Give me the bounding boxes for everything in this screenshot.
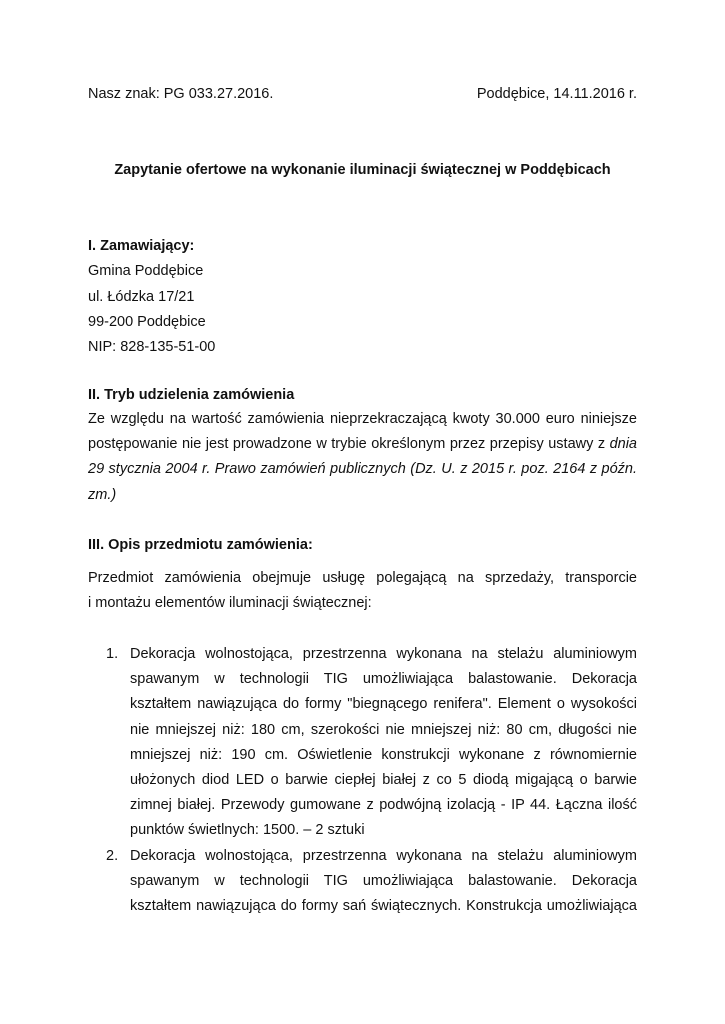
section-1-heading: I. Zamawiający: (88, 238, 195, 254)
address-line: Gmina Poddębice (88, 263, 204, 279)
list-item-line: punktów świetlnych: 1500. – 2 sztuki (130, 822, 365, 838)
reference-number: Nasz znak: PG 033.27.2016. (88, 86, 274, 102)
address-line: 99-200 Poddębice (88, 314, 206, 330)
paragraph-line: i montażu elementów iluminacji świątecznej: (88, 595, 372, 611)
list-item-line: kształtem nawiązująca do formy sań świątecznych. Konstrukcja umożliwiająca (130, 898, 637, 914)
list-item-number: 2. (106, 848, 119, 864)
paragraph-line-italic: zm.) (88, 487, 117, 503)
list-item-line: Dekoracja wolnostojąca, przestrzenna wykonana na stelażu aluminiowym (130, 848, 637, 864)
paragraph-line: Przedmiot zamówienia obejmuje usługę polegającą na sprzedaży, transporcie (88, 570, 637, 586)
paragraph-line-plain: postępowanie nie jest prowadzone w trybie określonym przez przepisy ustawy z (88, 436, 606, 452)
list-item-line: spawanym w technologii TIG umożliwiająca balastowanie. Dekoracja (130, 873, 637, 889)
place-and-date: Poddębice, 14.11.2016 r. (476, 86, 637, 102)
list-item-line: spawanym w technologii TIG umożliwiająca balastowanie. Dekoracja (130, 671, 637, 687)
list-item-line: kształtem nawiązująca do formy "biegnącego renifera". Element o wysokości (130, 696, 637, 712)
paragraph-line-italic: 29 stycznia 2004 r. Prawo zamówień publicznych (Dz. U. z 2015 r. poz. 2164 z późn. (88, 461, 637, 477)
section-3-heading: III. Opis przedmiotu zamówienia: (88, 537, 313, 553)
section-2-heading: II. Tryb udzielenia zamówienia (88, 387, 295, 403)
paragraph-line (88, 436, 637, 452)
list-item-line: zimnej białej. Przewody gumowane z podwójną izolacją - IP 44. Łączna ilość (130, 797, 637, 813)
paragraph-line: Ze względu na wartość zamówienia nieprzekraczającą kwoty 30.000 euro niniejsze (88, 411, 637, 427)
document-title: Zapytanie ofertowe na wykonanie iluminacji świątecznej w Poddębicach (114, 162, 611, 178)
address-line: NIP: 828-135-51-00 (88, 339, 216, 355)
list-item-line: mniejszej niż: 190 cm. Oświetlenie konstrukcji wykonane z równomiernie (130, 747, 637, 763)
list-item-line: nie mniejszej niż: 180 cm, szerokości nie mniejszej niż: 80 cm, długości nie (130, 722, 637, 738)
list-item-line: Dekoracja wolnostojąca, przestrzenna wykonana na stelażu aluminiowym (130, 646, 637, 662)
list-item-number: 1. (106, 646, 119, 662)
paragraph-line-italic: dnia (609, 436, 637, 452)
list-item-line: ułożonych diod LED o barwie ciepłej białej z co 5 diodą migającą o barwie (130, 772, 637, 788)
address-line: ul. Łódzka 17/21 (88, 289, 195, 305)
